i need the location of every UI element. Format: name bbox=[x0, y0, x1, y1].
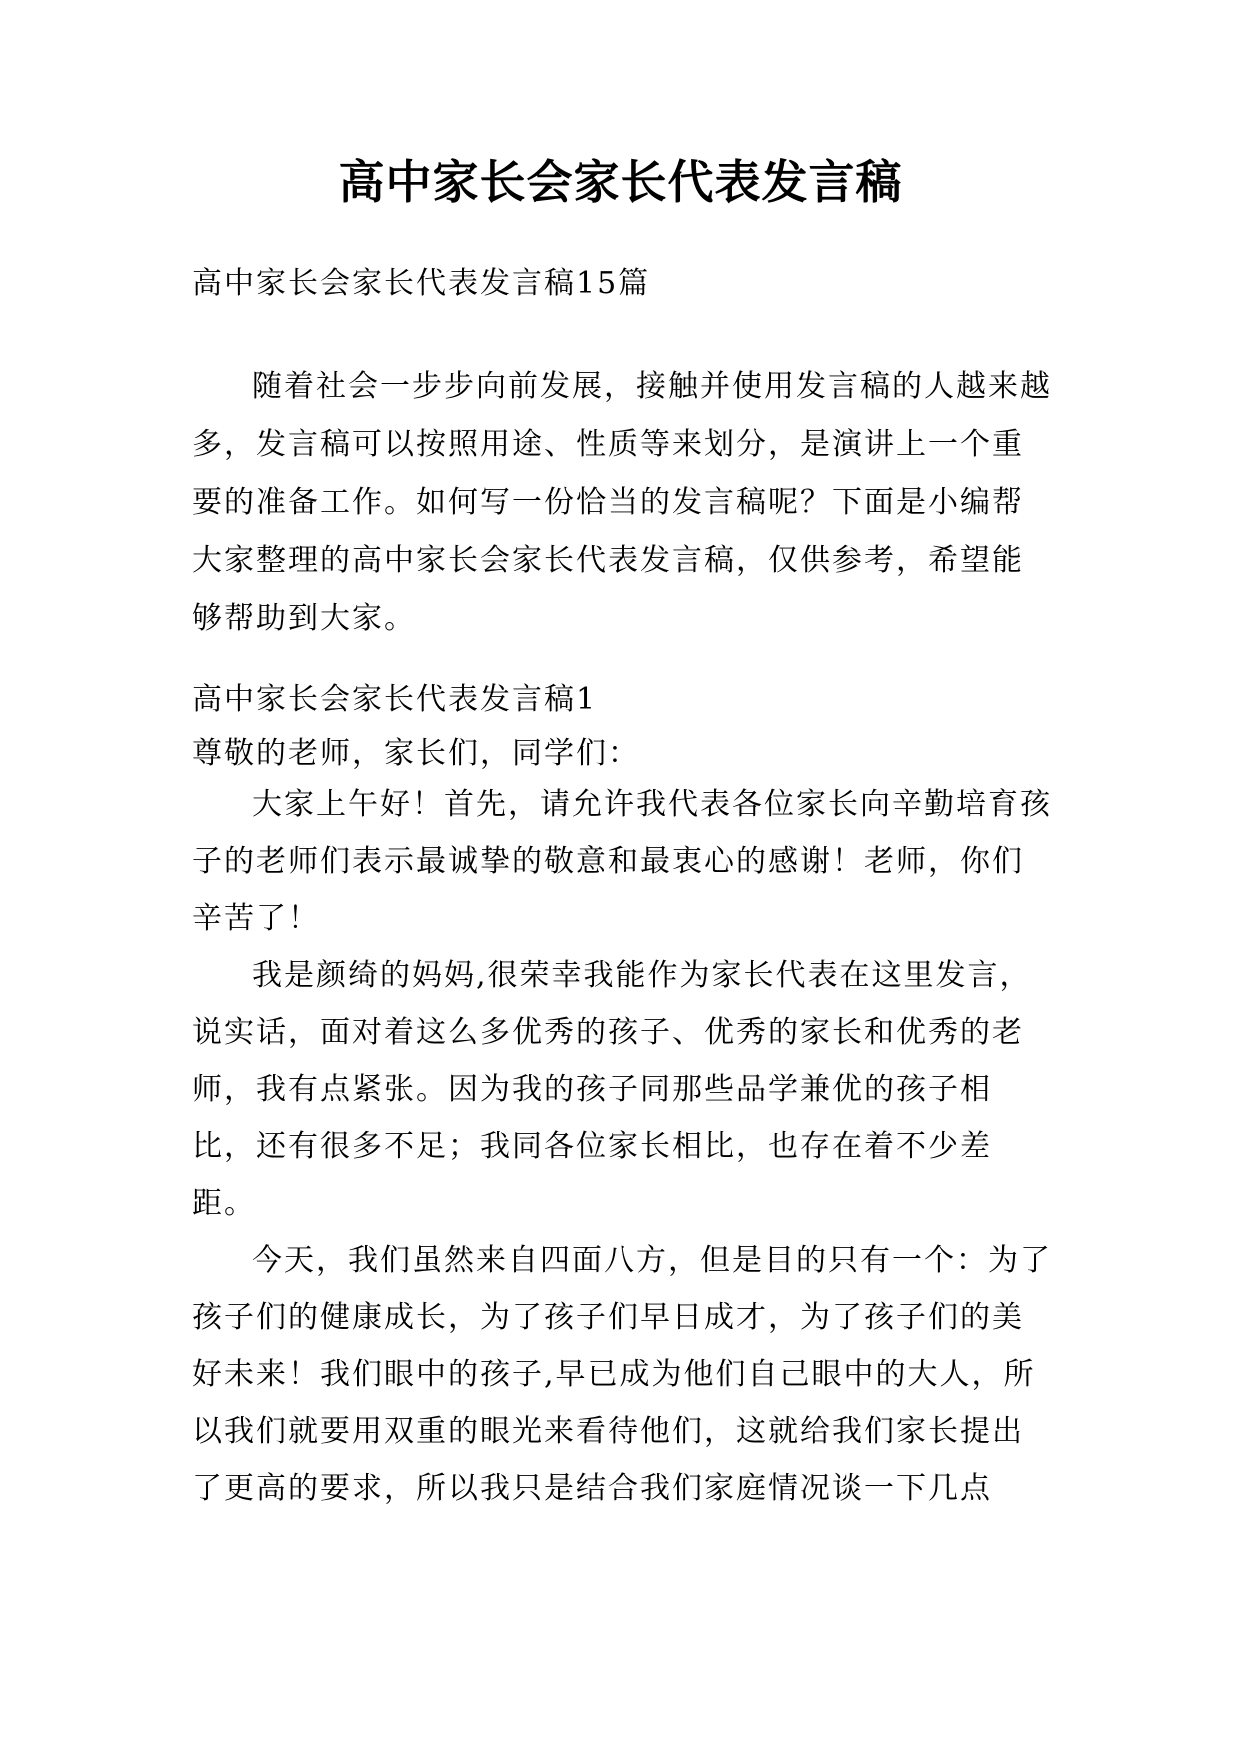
section-heading: 高中家长会家长代表发言稿1 bbox=[192, 682, 598, 717]
document-subtitle: 高中家长会家长代表发言稿15篇 bbox=[192, 266, 651, 301]
body-block bbox=[192, 776, 1052, 1517]
intro-paragraph: 随着社会一步步向前发展，接触并使用发言稿的人越来越多，发言稿可以按照用途、性质等来划分，是演讲上一个重要的准备工作。如何写一份恰当的发言稿呢？下面是小编帮大家整理的高中家长会家长代表发言稿，仅供参考，希望能够帮助到大家。 bbox=[192, 369, 1052, 636]
body-paragraph: 今天，我们虽然来自四面八方，但是目的只有一个：为了孩子们的健康成长，为了孩子们早日成才，为了孩子们的美好未来！我们眼中的孩子,早已成为他们自己眼中的大人，所以我们就要用双重的眼光来看待他们，这就给我们家长提出了更高的要求，所以我只是结合我们家庭情况谈一下几点 bbox=[192, 1243, 1052, 1506]
body-paragraph: 大家上午好！首先，请允许我代表各位家长向辛勤培育孩子的老师们表示最诚挚的敬意和最衷心的感谢！老师，你们辛苦了！ bbox=[192, 787, 1052, 936]
document-title: 高中家长会家长代表发言稿 bbox=[338, 155, 903, 209]
salutation: 尊敬的老师，家长们，同学们： bbox=[192, 736, 640, 771]
intro-block bbox=[192, 358, 1052, 648]
body-paragraph: 我是颜绮的妈妈,很荣幸我能作为家长代表在这里发言，说实话，面对着这么多优秀的孩子、优秀的家长和优秀的老师，我有点紧张。因为我的孩子同那些品学兼优的孩子相比，还有很多不足；我同各位家长相比，也存在着不少差距。 bbox=[192, 958, 1032, 1221]
